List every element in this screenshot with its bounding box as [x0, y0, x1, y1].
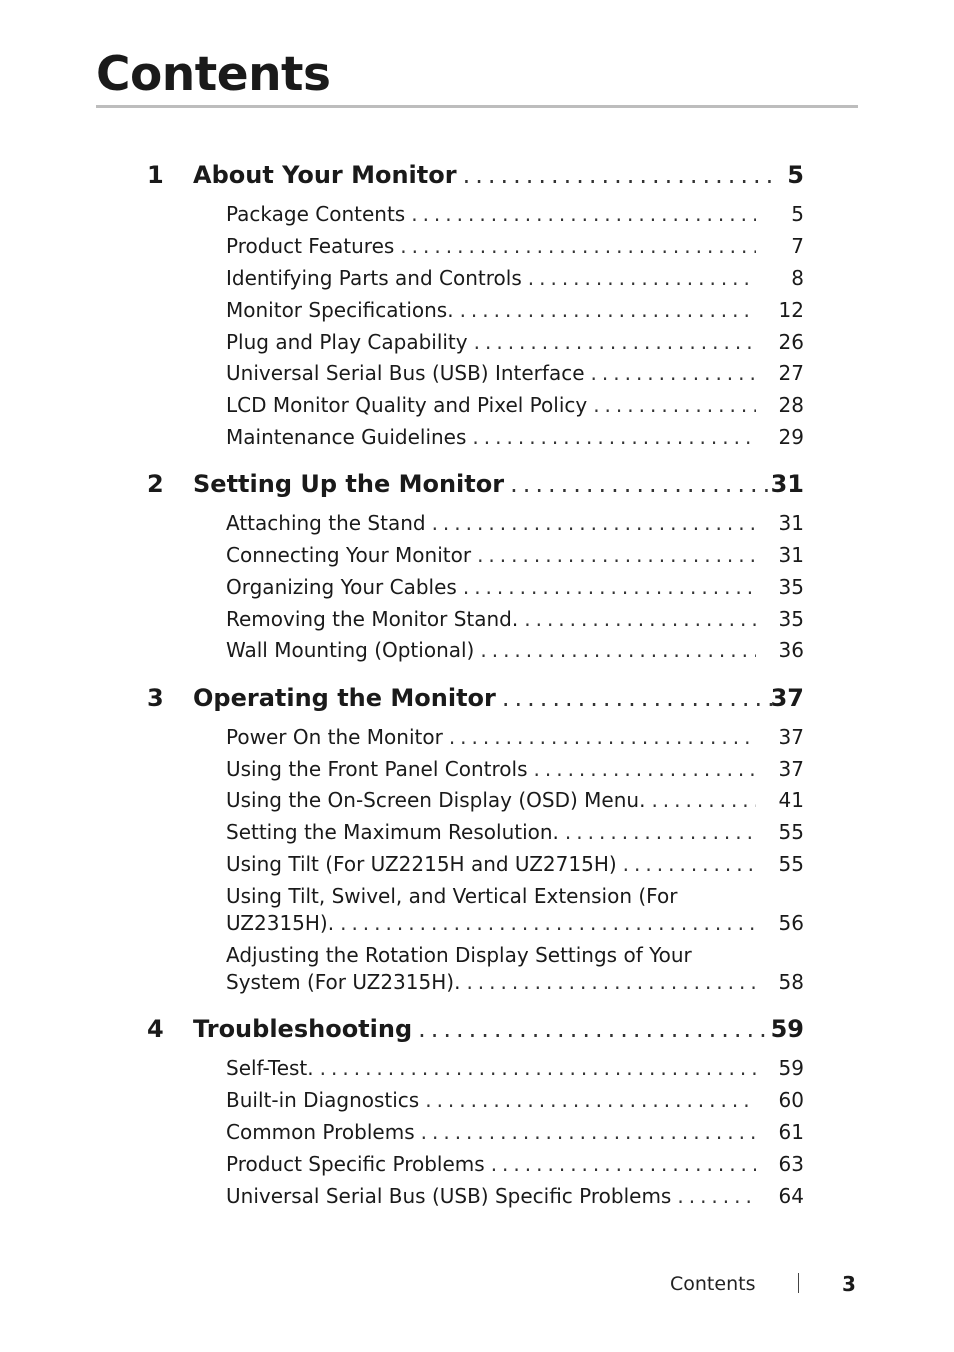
section-title-row: [226, 606, 756, 632]
chapter-number: 4: [147, 1015, 164, 1043]
chapter-number: 3: [147, 684, 164, 712]
section-title: Identifying Parts and Controls: [226, 266, 522, 290]
toc-section-entry[interactable]: [0, 233, 954, 259]
section-title: Product Features: [226, 234, 395, 258]
section-title-row: [226, 424, 756, 450]
section-title: Monitor Specifications.: [226, 298, 454, 322]
section-title: Using the Front Panel Controls: [226, 757, 528, 781]
toc-section-entry[interactable]: [0, 756, 954, 782]
section-title: Product Specific Problems: [226, 1152, 485, 1176]
chapter-title: Setting Up the Monitor: [193, 470, 505, 498]
toc-section-entry[interactable]: [0, 942, 954, 995]
dot-leader: [534, 756, 757, 782]
chapter-number: 1: [147, 161, 164, 189]
section-title: Universal Serial Bus (USB) Specific Problems: [226, 1184, 672, 1208]
section-title-row: [226, 542, 756, 568]
chapter-title-row: [193, 683, 774, 713]
chapter-title-row: [193, 160, 774, 190]
section-page-number: 26: [778, 330, 804, 354]
section-page-number: 5: [791, 202, 804, 226]
toc-section-entry[interactable]: [0, 1087, 954, 1113]
section-page-number: 55: [778, 820, 804, 844]
section-page-number: 37: [778, 725, 804, 749]
section-title-row: [226, 574, 756, 600]
section-title: UZ2315H).: [226, 911, 335, 935]
dot-leader: [340, 910, 756, 936]
chapter-page-number: 59: [770, 1015, 804, 1043]
page-title: Contents: [96, 47, 331, 102]
footer-page-number: 3: [842, 1272, 856, 1296]
section-page-number: 29: [778, 425, 804, 449]
section-page-number: 56: [778, 911, 804, 935]
dot-leader: [466, 969, 756, 995]
section-title-line1: Using Tilt, Swivel, and Vertical Extension (For: [226, 884, 678, 908]
toc-section-entry[interactable]: [0, 606, 954, 632]
section-title: Organizing Your Cables: [226, 575, 457, 599]
section-page-number: 59: [778, 1056, 804, 1080]
toc-section-entry[interactable]: [0, 1151, 954, 1177]
dot-leader: [474, 329, 756, 355]
dot-leader: [477, 542, 756, 568]
section-title: Using Tilt (For UZ2215H and UZ2715H): [226, 852, 617, 876]
section-title-row: [226, 510, 756, 536]
section-page-number: 58: [778, 970, 804, 994]
footer-divider: [798, 1273, 799, 1293]
section-title: Attaching the Stand: [226, 511, 426, 535]
toc-section-entry[interactable]: [0, 1119, 954, 1145]
toc-chapter-entry[interactable]: [0, 683, 954, 713]
dot-leader: [623, 851, 756, 877]
section-title: Setting the Maximum Resolution.: [226, 820, 559, 844]
section-title-row: [226, 910, 756, 936]
section-title-row: [226, 329, 756, 355]
chapter-title-row: [193, 469, 774, 499]
chapter-page-number: 31: [770, 470, 804, 498]
toc-section-entry[interactable]: [0, 265, 954, 291]
dot-leader: [472, 424, 756, 450]
section-page-number: 7: [791, 234, 804, 258]
dot-leader: [418, 1014, 774, 1044]
section-title-row: [226, 1119, 756, 1145]
toc-section-entry[interactable]: [0, 787, 954, 813]
toc-section-entry[interactable]: [0, 542, 954, 568]
dot-leader: [593, 392, 756, 418]
section-page-number: 61: [778, 1120, 804, 1144]
toc-section-entry[interactable]: [0, 819, 954, 845]
section-page-number: 36: [778, 638, 804, 662]
section-title-row: [226, 1151, 756, 1177]
dot-leader: [463, 160, 774, 190]
toc-section-entry[interactable]: [0, 574, 954, 600]
dot-leader: [421, 1119, 756, 1145]
section-page-number: 28: [778, 393, 804, 417]
section-page-number: 63: [778, 1152, 804, 1176]
toc-chapter-entry[interactable]: [0, 1014, 954, 1044]
toc-section-entry[interactable]: [0, 510, 954, 536]
section-title: Using the On-Screen Display (OSD) Menu.: [226, 788, 646, 812]
chapter-number: 2: [147, 470, 164, 498]
toc-section-entry[interactable]: [0, 392, 954, 418]
section-title: Power On the Monitor: [226, 725, 443, 749]
toc-chapter-entry[interactable]: [0, 469, 954, 499]
section-title-row: [226, 201, 756, 227]
section-page-number: 41: [778, 788, 804, 812]
section-page-number: 35: [778, 607, 804, 631]
section-title: Removing the Monitor Stand.: [226, 607, 519, 631]
section-title: Wall Mounting (Optional): [226, 638, 475, 662]
dot-leader: [460, 297, 756, 323]
footer-section-label: Contents: [670, 1273, 756, 1295]
toc-section-entry[interactable]: [0, 883, 954, 936]
toc-section-entry[interactable]: [0, 1183, 954, 1209]
section-title-row: [226, 756, 756, 782]
dot-leader: [425, 1087, 756, 1113]
section-title: Package Contents: [226, 202, 406, 226]
chapter-title-row: [193, 1014, 774, 1044]
dot-leader: [502, 683, 774, 713]
section-title: Built-in Diagnostics: [226, 1088, 420, 1112]
dot-leader: [491, 1151, 756, 1177]
chapter-page-number: 37: [770, 684, 804, 712]
toc-chapter-entry[interactable]: [0, 160, 954, 190]
section-title: Connecting Your Monitor: [226, 543, 472, 567]
section-title-row: [226, 1087, 756, 1113]
dot-leader: [524, 606, 756, 632]
section-page-number: 12: [778, 298, 804, 322]
section-title: Self-Test.: [226, 1056, 314, 1080]
dot-leader: [400, 233, 756, 259]
section-title-row: [226, 265, 756, 291]
toc-section-entry[interactable]: [0, 1055, 954, 1081]
toc-section-entry[interactable]: [0, 637, 954, 663]
section-title-row: [226, 233, 756, 259]
dot-leader: [463, 574, 756, 600]
section-title: Maintenance Guidelines: [226, 425, 467, 449]
section-title: Common Problems: [226, 1120, 415, 1144]
toc-section-entry[interactable]: [0, 724, 954, 750]
section-title-row: [226, 637, 756, 663]
dot-leader: [528, 265, 756, 291]
toc-section-entry[interactable]: [0, 424, 954, 450]
toc-section-entry[interactable]: [0, 851, 954, 877]
section-page-number: 8: [791, 266, 804, 290]
dot-leader: [432, 510, 756, 536]
toc-section-entry[interactable]: [0, 201, 954, 227]
section-page-number: 55: [778, 852, 804, 876]
title-divider: [96, 105, 858, 108]
section-title: LCD Monitor Quality and Pixel Policy: [226, 393, 588, 417]
section-title: System (For UZ2315H).: [226, 970, 461, 994]
section-page-number: 60: [778, 1088, 804, 1112]
dot-leader: [651, 787, 756, 813]
dot-leader: [480, 637, 756, 663]
dot-leader: [510, 469, 774, 499]
section-page-number: 31: [778, 543, 804, 567]
section-title-row: [226, 851, 756, 877]
section-page-number: 27: [778, 361, 804, 385]
chapter-title: Troubleshooting: [193, 1015, 413, 1043]
section-page-number: 64: [778, 1184, 804, 1208]
dot-leader: [591, 360, 756, 386]
section-title-row: [226, 1055, 756, 1081]
chapter-title: Operating the Monitor: [193, 684, 496, 712]
section-title-line1: Adjusting the Rotation Display Settings of Your: [226, 943, 692, 967]
section-title-row: [226, 360, 756, 386]
section-title: Universal Serial Bus (USB) Interface: [226, 361, 585, 385]
toc-section-entry[interactable]: [0, 360, 954, 386]
section-title-row: [226, 392, 756, 418]
dot-leader: [677, 1183, 756, 1209]
section-title-row: [226, 819, 756, 845]
section-title-row: [226, 969, 756, 995]
dot-leader: [320, 1055, 756, 1081]
section-page-number: 37: [778, 757, 804, 781]
section-title-row: [226, 724, 756, 750]
chapter-title: About Your Monitor: [193, 161, 457, 189]
section-page-number: 31: [778, 511, 804, 535]
chapter-page-number: 5: [787, 161, 804, 189]
dot-leader: [411, 201, 756, 227]
section-title: Plug and Play Capability: [226, 330, 468, 354]
toc-section-entry[interactable]: [0, 329, 954, 355]
section-title-row: [226, 297, 756, 323]
dot-leader: [449, 724, 756, 750]
toc-section-entry[interactable]: [0, 297, 954, 323]
dot-leader: [565, 819, 756, 845]
section-page-number: 35: [778, 575, 804, 599]
section-title-row: [226, 787, 756, 813]
section-title-row: [226, 1183, 756, 1209]
